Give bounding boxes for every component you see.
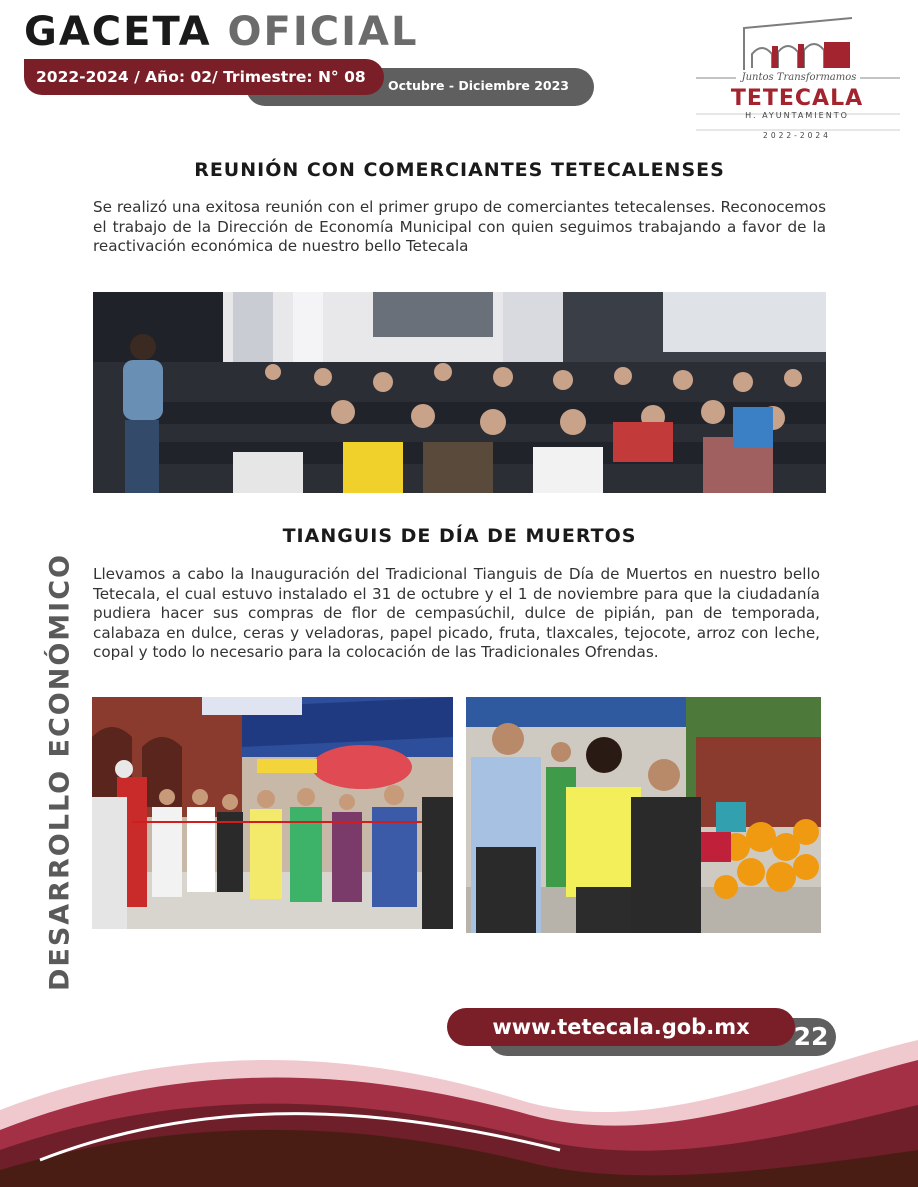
logo-years: 2022-2024 (763, 131, 831, 140)
section-body-reunion: Se realizó una exitosa reunión con el primer grupo de comerciantes tetecalenses. Reconocemos el trabajo de la Dirección de Economía Municipal con quien seguimos trabajando a favor de la reactivación económica de nuestro bello Tetecala (93, 198, 826, 255)
market-tour-photo (466, 697, 821, 933)
section-title-reunion: REUNIÓN CON COMERCIANTES TETECALENSES (194, 159, 725, 181)
masthead-title-oficial: OFICIAL (227, 9, 419, 55)
section-side-label: DESARROLLO ECONÓMICO (44, 553, 76, 991)
masthead-title (24, 6, 418, 58)
logo-name: TETECALA (730, 86, 864, 111)
masthead-title-gaceta: GACETA (24, 9, 212, 55)
page-number: 22 (793, 1022, 829, 1051)
section-title-tianguis: TIANGUIS DE DÍA DE MUERTOS (282, 525, 637, 547)
website-link[interactable]: www.tetecala.gob.mx (492, 1015, 750, 1039)
ribbon-cutting-photo (92, 697, 453, 929)
section-body-tianguis: Llevamos a cabo la Inauguración del Tradicional Tianguis de Día de Muertos en nuestro bello Tetecala, el cual estuvo instalado el 31 de octubre y el 1 de noviembre para que la ciudadanía pudiera hacer sus compras de flor de cempasúchil, dulce de pipián, pan de temporada, calabaza en dulce, ceras y veladoras, papel picado, fruta, tlaxcales, tejocote, arroz con leche, copal y todo lo necesario para la colocación de las Tradicionales Ofrendas. (93, 565, 820, 661)
logo-subtitle: H. AYUNTAMIENTO (745, 111, 849, 120)
issue-number: 2022-2024 / Año: 02/ Trimestre: N° 08 (36, 68, 366, 86)
logo-tagline: Juntos Transformamos (741, 72, 857, 83)
issue-period: Octubre - Diciembre 2023 (388, 78, 569, 93)
meeting-photo (93, 292, 826, 493)
